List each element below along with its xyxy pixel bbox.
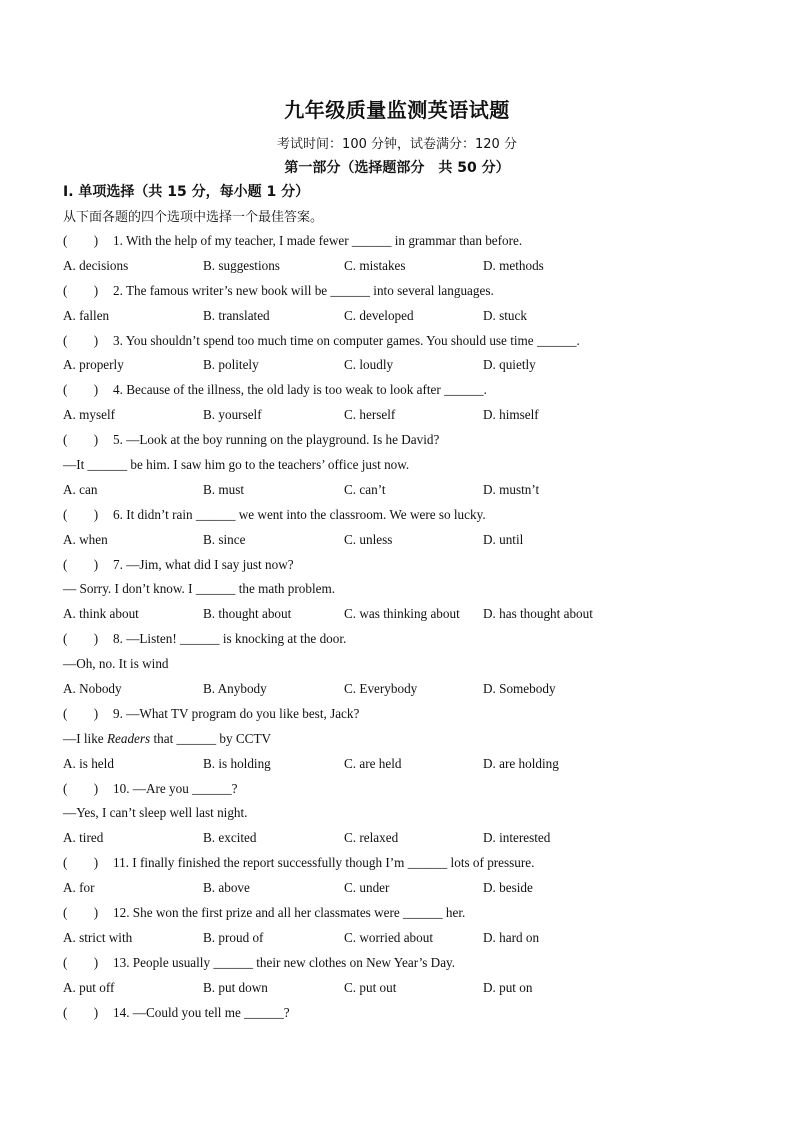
option-row [63, 828, 763, 853]
option-b[interactable]: B. translated [203, 307, 270, 323]
question-stem [63, 430, 763, 455]
exam-meta: 考试时间：100 分钟，试卷满分：120 分 [277, 137, 517, 152]
option-b[interactable]: B. suggestions [203, 257, 280, 273]
question-stem [63, 331, 763, 356]
question-text: 13. People usually ______ their new clothes on New Year’s Day. [113, 954, 456, 970]
option-c[interactable]: C. loudly [344, 357, 394, 373]
question-stem [63, 231, 763, 256]
part-heading: 第一部分（选择题部分 共 50 分） [284, 160, 510, 176]
question-text: —I like Readers that ______ by CCTV [63, 730, 272, 746]
option-c[interactable]: C. worried about [344, 929, 433, 945]
answer-blank[interactable]: ( ) [63, 780, 99, 796]
option-a[interactable]: A. decisions [63, 257, 129, 273]
option-b[interactable]: B. yourself [203, 407, 262, 423]
question-text: 4. Because of the illness, the old lady is too weak to look after ______. [113, 382, 487, 398]
option-b[interactable]: B. must [203, 481, 245, 497]
question-stem [63, 903, 763, 928]
option-b[interactable]: B. put down [203, 979, 268, 995]
answer-blank[interactable]: ( ) [63, 631, 99, 647]
option-a[interactable]: A. put off [63, 979, 115, 995]
option-c[interactable]: C. herself [344, 407, 396, 423]
option-d[interactable]: D. himself [483, 407, 539, 423]
question-text: —Oh, no. It is wind [63, 656, 169, 672]
question-text: — Sorry. I don’t know. I ______ the math problem. [63, 581, 336, 597]
option-c[interactable]: C. put out [344, 979, 397, 995]
exam-title: 九年级质量监测英语试题 [284, 98, 510, 122]
option-d[interactable]: D. are holding [483, 755, 559, 771]
option-row [63, 355, 763, 380]
option-a[interactable]: A. Nobody [63, 681, 122, 697]
question-dialogue-line [63, 654, 763, 679]
option-row [63, 604, 763, 629]
question-text: 10. —Are you ______? [113, 780, 238, 796]
option-d[interactable]: D. quietly [483, 357, 536, 373]
question-dialogue-line [63, 729, 763, 754]
question-dialogue-line [63, 803, 763, 828]
option-b[interactable]: B. excited [203, 830, 257, 846]
answer-blank[interactable]: ( ) [63, 506, 99, 522]
option-d[interactable]: D. until [483, 531, 524, 547]
option-a[interactable]: A. strict with [63, 929, 133, 945]
option-d[interactable]: D. beside [483, 880, 533, 896]
option-b[interactable]: B. thought about [203, 606, 292, 622]
option-row [63, 754, 763, 779]
option-c[interactable]: C. relaxed [344, 830, 399, 846]
question-stem [63, 380, 763, 405]
option-d[interactable]: D. put on [483, 979, 533, 995]
option-a[interactable]: A. tired [63, 830, 104, 846]
option-c[interactable]: C. are held [344, 755, 402, 771]
question-stem [63, 953, 763, 978]
question-text: 1. With the help of my teacher, I made fewer ______ in grammar than before. [113, 233, 523, 248]
option-c[interactable]: C. mistakes [344, 257, 406, 273]
option-row [63, 978, 763, 1003]
option-d[interactable]: D. methods [483, 257, 544, 273]
option-b[interactable]: B. above [203, 880, 250, 896]
option-b[interactable]: B. since [203, 531, 246, 547]
question-text: 8. —Listen! ______ is knocking at the door. [113, 631, 347, 647]
option-row [63, 530, 763, 555]
option-d[interactable]: D. interested [483, 830, 551, 846]
question-text: 6. It didn’t rain ______ we went into the classroom. We were so lucky. [113, 506, 486, 522]
option-d[interactable]: D. Somebody [483, 681, 556, 697]
option-row [63, 405, 763, 430]
question-stem [63, 281, 763, 306]
answer-blank[interactable]: ( ) [63, 382, 99, 398]
option-c[interactable]: C. Everybody [344, 681, 418, 697]
option-a[interactable]: A. myself [63, 407, 116, 423]
option-row [63, 306, 763, 331]
answer-blank[interactable]: ( ) [63, 432, 99, 448]
question-text: 7. —Jim, what did I say just now? [113, 556, 294, 572]
question-text: 5. —Look at the boy running on the playground. Is he David? [113, 432, 440, 448]
answer-blank[interactable]: ( ) [63, 705, 99, 721]
answer-blank[interactable]: ( ) [63, 1004, 99, 1020]
option-b[interactable]: B. is holding [203, 755, 271, 771]
option-b[interactable]: B. proud of [203, 929, 264, 945]
option-row [63, 679, 763, 704]
option-d[interactable]: D. stuck [483, 307, 527, 323]
option-c[interactable]: C. under [344, 880, 390, 896]
option-a[interactable]: A. think about [63, 606, 139, 622]
answer-blank[interactable]: ( ) [63, 332, 99, 348]
option-a[interactable]: A. when [63, 531, 108, 547]
option-b[interactable]: B. politely [203, 357, 259, 373]
question-list [63, 231, 763, 1028]
answer-blank[interactable]: ( ) [63, 282, 99, 298]
question-text: 11. I finally finished the report successfully though I’m ______ lots of pressure. [113, 855, 535, 871]
question-text: 9. —What TV program do you like best, Jack? [113, 705, 360, 721]
option-c[interactable]: C. was thinking about [344, 606, 460, 622]
option-c[interactable]: C. unless [344, 531, 393, 547]
question-stem [63, 555, 763, 580]
question-dialogue-line [63, 455, 763, 480]
option-row [63, 928, 763, 953]
question-stem [63, 1003, 763, 1028]
answer-blank[interactable]: ( ) [63, 233, 99, 248]
answer-blank[interactable]: ( ) [63, 905, 99, 921]
option-c[interactable]: C. can’t [344, 481, 386, 497]
option-a[interactable]: A. properly [63, 357, 124, 373]
question-text: —Yes, I can’t sleep well last night. [63, 805, 248, 821]
option-d[interactable]: D. mustn’t [483, 481, 540, 497]
option-row [63, 256, 763, 281]
option-a[interactable]: A. can [63, 481, 98, 497]
question-dialogue-line [63, 579, 763, 604]
option-row [63, 878, 763, 903]
option-row [63, 480, 763, 505]
question-text: —It ______ be him. I saw him go to the teachers’ office just now. [63, 457, 410, 473]
question-stem [63, 629, 763, 654]
section-heading: Ⅰ. 单项选择（共 15 分，每小题 1 分） [63, 184, 310, 200]
question-stem [63, 853, 763, 878]
option-d[interactable]: D. has thought about [483, 606, 593, 622]
option-d[interactable]: D. hard on [483, 929, 540, 945]
answer-blank[interactable]: ( ) [63, 556, 99, 572]
question-text: 14. —Could you tell me ______? [113, 1004, 290, 1020]
question-text: 3. You shouldn’t spend too much time on computer games. You should use time ______. [113, 332, 580, 348]
option-c[interactable]: C. developed [344, 307, 414, 323]
answer-blank[interactable]: ( ) [63, 855, 99, 871]
question-stem [63, 505, 763, 530]
question-stem [63, 704, 763, 729]
question-text: 2. The famous writer’s new book will be ______ into several languages. [113, 282, 494, 298]
section-instruction: 从下面各题的四个选项中选择一个最佳答案。 [63, 210, 324, 225]
answer-blank[interactable]: ( ) [63, 954, 99, 970]
question-stem [63, 779, 763, 804]
option-a[interactable]: A. fallen [63, 307, 110, 323]
option-a[interactable]: A. for [63, 880, 95, 896]
option-b[interactable]: B. Anybody [203, 681, 267, 697]
question-text: 12. She won the first prize and all her classmates were ______ her. [113, 905, 466, 921]
option-a[interactable]: A. is held [63, 755, 114, 771]
